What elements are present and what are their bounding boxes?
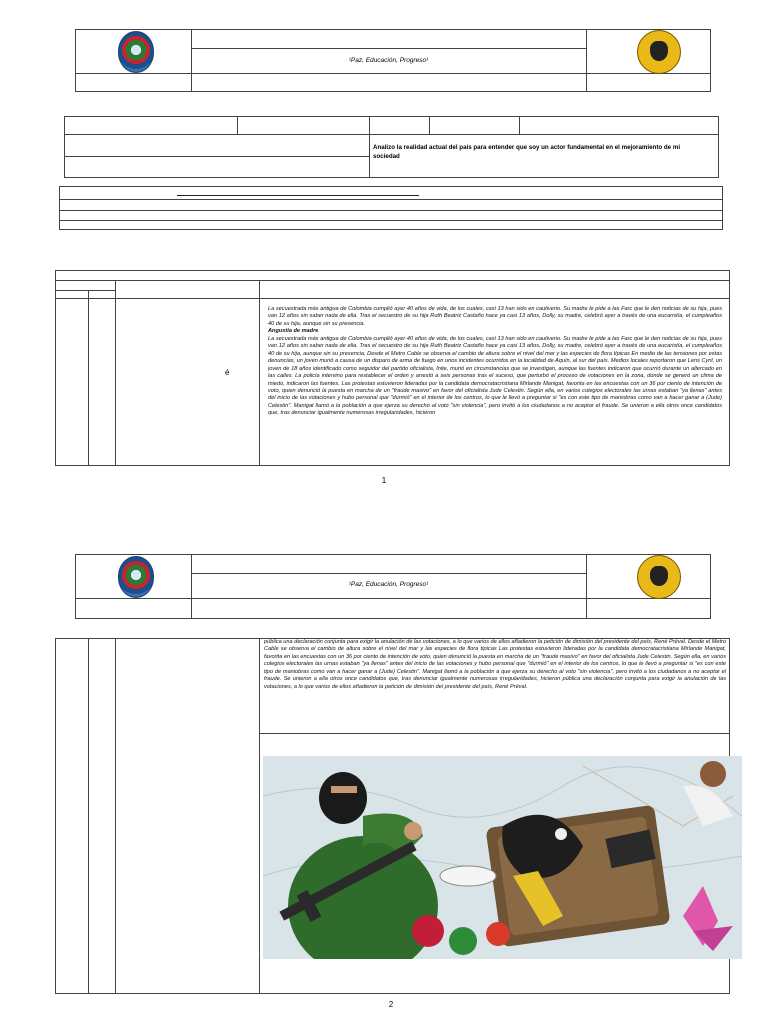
school-crest-icon: [118, 31, 154, 73]
motto: ¹Paz, Educación, Progreso¹: [348, 57, 429, 64]
objective-text: Analizo la realidad actual del país para entender que soy un actor fundamental en el mejoramiento de mi sociedad: [373, 144, 681, 160]
reading-heading: Angustia de madre: [268, 328, 319, 335]
eagle-shield-icon: [637, 555, 681, 599]
name-underline: [177, 195, 419, 196]
reading-paragraph-2: La secuestrada más antigua de Colombia cumplió ayer 40 años de vida, de los cuales, casi 13 han sido en cautiverio. Su madre le pide a las Farc que le den noticias de su hija, pues van 12 años sin saber nada de ella. Tras el secuestro de su hija Ruth Beatriz Castaño hace ya casi 13 años, Dolly, su madre, celebró ayer a través de una eucaristía, el cumpleaños 40 de su hija, aunque sin su presencia. Desde el Metro Cable se observa el cambio de altura sobre el nivel del mar y las especies de flora típicas En medio de las tensiones por estas denuncias, un joven murió a causa de un disparo de arma de fuego en unos incidentes ocurridos en la localidad de Aquín, al sur del país. Medios locales reportaron que Lens Cyril, un joven de 18 años identificado como seguidor del partido oficialista, Inite, murió en circunstancias que se investigan, aunque las fuentes indicaron que ocurrió durante un altercado en las calles. La policía intervino para restablecer el orden y arrestó a seis personas tras el suceso, que perturbó el proceso de votaciones en la zona, donde se generó un clima de miedo, indicaron las fuentes. Las protestas estuvieron lideradas por la candidata democratacristiana Mirlande Manigat, favorita en las encuestas con un 36 por ciento de intención de voto, quien denunció la puesta en marcha de un "fraude masivo" en favor del oficialista Jude Celestin. Según ella, en varios colegios electorales las urnas estaban "ya llenas" antes del inicio de las votaciones y hubo personal que "durmió" en el interior de los centros, lo que le llevó a preguntar si "es con este tipo de maniobras como van a hacer ganar a (Jude) Celestin". Manigat llamó a la población a que ejerza su derecho al voto "sin violencia", pero invitó a los ciudadanos a no aceptar el fraude. Se unieron a ella otros once candidatos que, tras denunciar igualmente numerosas irregularidades, hicieron: [268, 335, 722, 417]
conflict-illustration: [263, 756, 742, 959]
page-number-2: 2: [388, 1000, 394, 1009]
eagle-shield-icon: [637, 30, 681, 74]
reading-continuation: pública una declaración conjunta para exigir la anulación de las votaciones, a lo que varios de ellos añadieron la petición de dimisión del presidente del país, René Préval. Desde el Metro Cable se observa el cambio de altura sobre el nivel del mar y las especies de flora típicas Las protestas estuvieron lideradas por la candidata democratacristiana Mirlande Manigat, favorita en las encuestas con un 36 por ciento de intención de voto, quien denunció la puesta en marcha de un "fraude masivo" en favor del oficialista Jude Celestin. Según ella, en varios colegios electorales las urnas estaban "ya llenas" antes del inicio de las votaciones y hubo personal que "durmió" en el interior de los centros, lo que le llevó a preguntar si "es con este tipo de maniobras como van a hacer ganar a (Jude) Celestin". Manigat llamó a la población a que ejerza su derecho al voto "sin violencia", pero invitó a los ciudadanos a no aceptar el fraude. Se unieron a ella otros once candidatos que, tras denunciar igualmente numerosas irregularidades, hicieron pública una declaración conjunta para exigir la anulación de las votaciones, a lo que varios de ellos añadieron la petición de dimisión del presidente del país, René Préval.: [264, 639, 726, 690]
motto: ¹Paz, Educación, Progreso¹: [348, 581, 429, 588]
reading-text: [268, 306, 722, 465]
reading-paragraph-1: La secuestrada más antigua de Colombia cumplió ayer 40 años de vida, de los cuales, casi 13 han sido en cautiverio. Su madre le pide a las Farc que le den noticias de su hija, pues van 12 años sin saber nada de ella. Tras el secuestro de su hija Ruth Beatriz Castaño hace ya casi 13 años, Dolly, su madre, celebró ayer a través de una eucaristía, el cumpleaños 40 de su hija, aunque sin su presencia.: [268, 306, 722, 327]
school-crest-icon: [118, 556, 154, 598]
page-number-1: 1: [381, 476, 387, 485]
coffee-cup: [440, 866, 496, 886]
accent-mark: é: [225, 368, 230, 377]
